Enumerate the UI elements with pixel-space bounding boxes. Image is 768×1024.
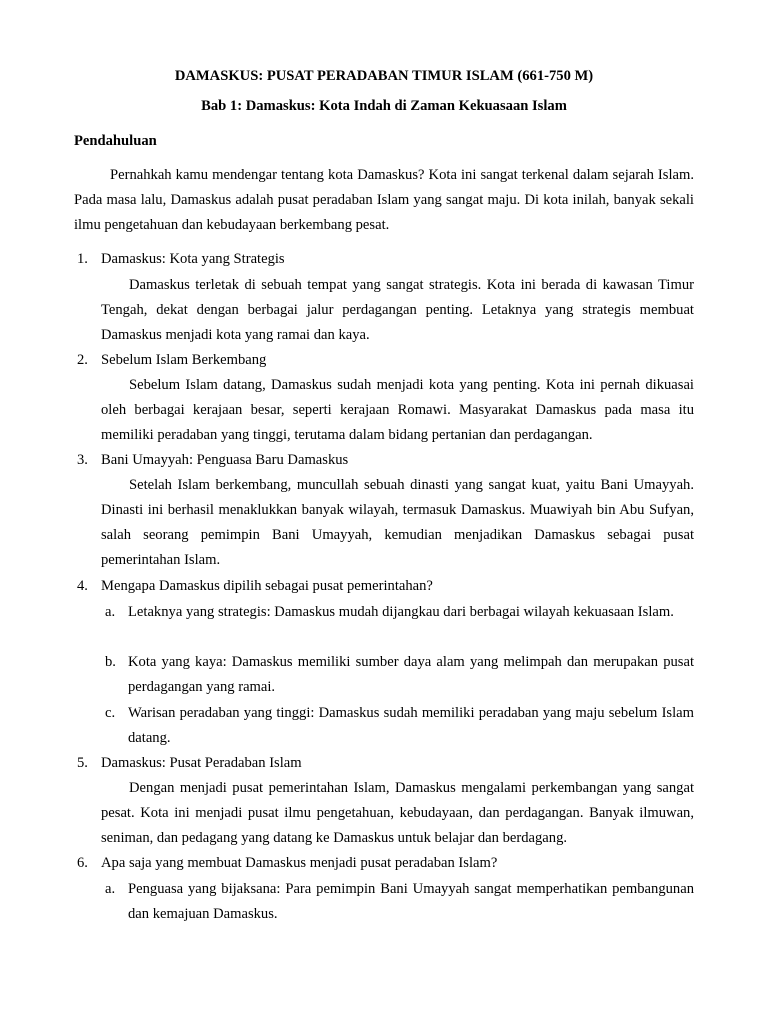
list-item-title: Bani Umayyah: Penguasa Baru Damaskus [101, 452, 349, 468]
list-item-title: Damaskus: Kota yang Strategis [101, 251, 285, 267]
sub-list-letter: c. [105, 705, 116, 721]
list-item-title: Mengapa Damaskus dipilih sebagai pusat pemerintahan? [101, 578, 433, 594]
sub-list-text: Penguasa yang bijaksana: Para pemimpin Bani Umayyah sangat memperhatikan pembangunan dan kemajuan Damaskus. [128, 881, 694, 922]
list-item-title: Damaskus: Pusat Peradaban Islam [101, 755, 302, 771]
list-number: 6. [77, 855, 88, 871]
list-item-title: Sebelum Islam Berkembang [101, 352, 267, 368]
list-number: 3. [77, 452, 88, 468]
sub-list-text: Letaknya yang strategis: Damaskus mudah dijangkau dari berbagai wilayah kekuasaan Islam. [128, 604, 674, 620]
list-item-body: Damaskus terletak di sebuah tempat yang sangat strategis. Kota ini berada di kawasan Timur Tengah, dekat dengan berbagai jalur perdagangan penting. Letaknya yang strategis membuat Damaskus menjadi kota yang ramai dan kaya. [101, 277, 694, 343]
list-item-body: Sebelum Islam datang, Damaskus sudah menjadi kota yang penting. Kota ini pernah dikuasai oleh berbagai kerajaan besar, seperti kerajaan Romawi. Masyarakat Damaskus pada masa itu memiliki peradaban yang tinggi, terutama dalam bidang pertanian dan perdagangan. [101, 377, 694, 443]
list-item-body: Setelah Islam berkembang, muncullah sebuah dinasti yang sangat kuat, yaitu Bani Umayyah. Dinasti ini berhasil menaklukkan banyak wilayah, termasuk Damaskus. Muawiyah bin Abu Sufyan, salah seorang pemimpin Bani Umayyah, kemudian menjadikan Damaskus sebagai pusat pemerintahan Islam. [101, 477, 694, 568]
section-heading: Pendahuluan [74, 133, 157, 149]
document-title: DAMASKUS: PUSAT PERADABAN TIMUR ISLAM (661-750 M) [174, 68, 594, 84]
sub-list-text: Kota yang kaya: Damaskus memiliki sumber daya alam yang melimpah dan merupakan pusat perdagangan yang ramai. [128, 654, 694, 695]
sub-list-letter: a. [105, 881, 116, 897]
list-number: 4. [77, 578, 88, 594]
intro-paragraph: Pernahkah kamu mendengar tentang kota Damaskus? Kota ini sangat terkenal dalam sejarah Islam. Pada masa lalu, Damaskus adalah pusat peradaban Islam yang sangat maju. Di kota inilah, banyak sekali ilmu pengetahuan dan kebudayaan berkembang pesat. [74, 167, 694, 233]
list-item-body: Dengan menjadi pusat pemerintahan Islam, Damaskus mengalami perkembangan yang sangat pesat. Kota ini menjadi pusat ilmu pengetahuan, kebudayaan, dan perdagangan. Banyak ilmuwan, seniman, dan pedagang yang datang ke Damaskus untuk belajar dan berdagang. [101, 780, 694, 846]
sub-list-letter: b. [105, 654, 116, 670]
list-item-title: Apa saja yang membuat Damaskus menjadi pusat peradaban Islam? [101, 855, 498, 871]
chapter-subtitle: Bab 1: Damaskus: Kota Indah di Zaman Kekuasaan Islam [201, 98, 567, 114]
list-number: 1. [77, 251, 88, 267]
sub-list-letter: a. [105, 604, 116, 620]
sub-list-text: Warisan peradaban yang tinggi: Damaskus sudah memiliki peradaban yang maju sebelum Islam datang. [128, 705, 694, 746]
list-number: 2. [77, 352, 88, 368]
list-number: 5. [77, 755, 88, 771]
